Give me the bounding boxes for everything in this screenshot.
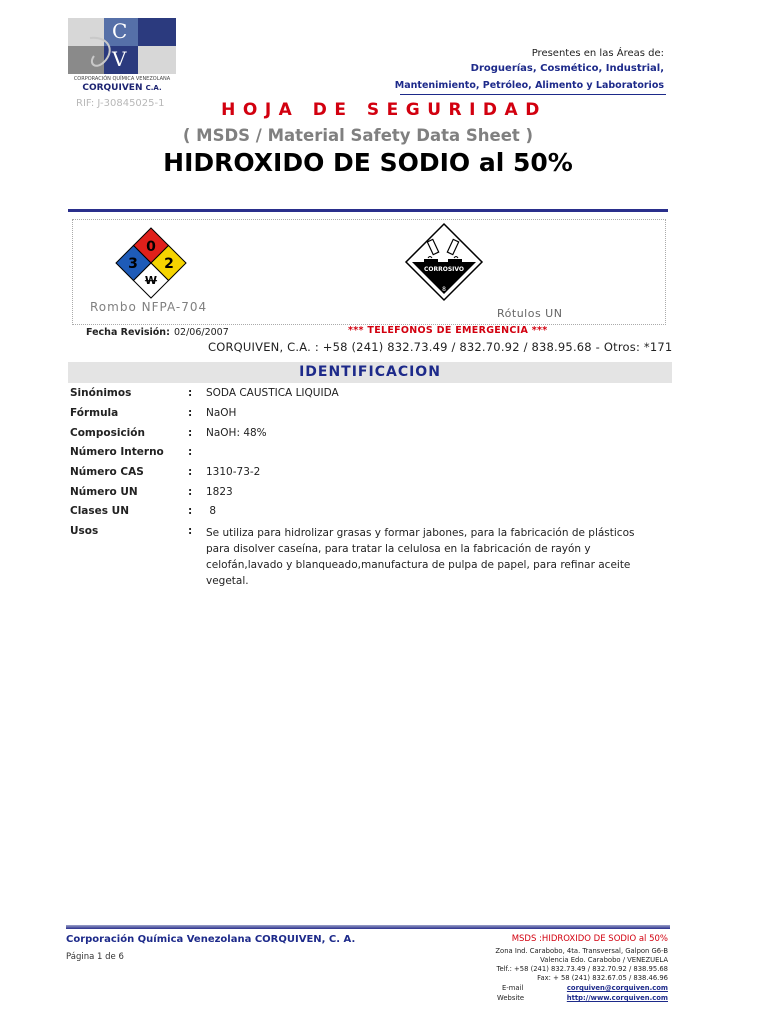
row-label-numero-un: Número UN bbox=[70, 486, 138, 498]
row-colon: : bbox=[188, 407, 193, 419]
corrosive-class: 8 bbox=[442, 286, 446, 293]
emergency-title: *** TELEFONOS DE EMERGENCIA *** bbox=[348, 325, 548, 336]
nfpa-health: 3 bbox=[128, 256, 138, 272]
product-title: HIDROXIDO DE SODIO al 50% bbox=[163, 148, 573, 177]
corrosive-text: CORROSIVO bbox=[423, 266, 465, 273]
footer-website-link[interactable]: http://www.corquiven.com bbox=[566, 994, 668, 1002]
row-label-clases-un: Clases UN bbox=[70, 505, 129, 517]
rif-number: RIF: J-30845025-1 bbox=[76, 98, 165, 109]
footer-fax: Fax: + 58 (241) 832.67.05 / 838.46.96 bbox=[537, 974, 668, 982]
row-colon: : bbox=[188, 505, 193, 517]
nfpa-diamond-icon bbox=[114, 226, 188, 300]
corrosive-placard-icon bbox=[404, 222, 484, 302]
title-hoja-seguridad: HOJA DE SEGURIDAD bbox=[221, 100, 547, 120]
nfpa-reactivity: 2 bbox=[164, 256, 174, 272]
row-value-composicion: NaOH: 48% bbox=[206, 427, 267, 439]
revision-label: Fecha Revisión: bbox=[86, 327, 170, 338]
row-colon: : bbox=[188, 387, 193, 399]
row-label-numero-cas: Número CAS bbox=[70, 466, 144, 478]
logo-letter-v: V bbox=[112, 47, 127, 71]
identification-heading: IDENTIFICACION bbox=[299, 364, 441, 380]
row-label-numero-interno: Número Interno bbox=[70, 446, 164, 458]
footer-email-label: E-mail bbox=[502, 984, 524, 992]
areas-line-1: Droguerías, Cosmético, Industrial, bbox=[470, 63, 664, 74]
row-value-numero-cas: 1310-73-2 bbox=[206, 466, 261, 478]
logo-name-text: CORQUIVEN bbox=[82, 83, 143, 93]
nfpa-special: W bbox=[144, 274, 158, 287]
footer-address-2: Valencia Edo. Carabobo / VENEZUELA bbox=[540, 956, 668, 964]
row-label-sinonimos: Sinónimos bbox=[70, 387, 132, 399]
footer-website-label: Website bbox=[497, 994, 525, 1002]
areas-intro: Presentes en las Áreas de: bbox=[531, 48, 664, 59]
row-value-formula: NaOH bbox=[206, 407, 237, 419]
logo-letter-c: C bbox=[112, 19, 128, 43]
emergency-phones: CORQUIVEN, C.A. : +58 (241) 832.73.49 / 832.70.92 / 838.95.68 - Otros: *171 bbox=[208, 340, 673, 354]
footer-divider bbox=[66, 925, 670, 929]
logo-company-name bbox=[66, 83, 178, 93]
row-value-sinonimos: SODA CAUSTICA LIQUIDA bbox=[206, 387, 339, 399]
row-colon: : bbox=[188, 466, 193, 478]
row-label-composicion: Composición bbox=[70, 427, 145, 439]
nfpa-label: Rombo NFPA-704 bbox=[90, 300, 208, 314]
logo-corp-line: CORPORACIÓN QUÍMICA VENEZOLANA bbox=[73, 76, 171, 82]
areas-line-2: Mantenimiento, Petróleo, Alimento y Laboratorios bbox=[394, 80, 664, 91]
nfpa-flammability: 0 bbox=[146, 239, 156, 255]
revision-date: 02/06/2007 bbox=[174, 327, 229, 338]
footer-company: Corporación Química Venezolana CORQUIVEN, C. A. bbox=[66, 934, 356, 945]
row-label-usos: Usos bbox=[70, 525, 99, 537]
row-value-numero-un: 1823 bbox=[206, 486, 233, 498]
footer-email-link[interactable]: corquiven@corquiven.com bbox=[566, 984, 668, 992]
logo-square-bottom-right bbox=[138, 46, 176, 74]
row-colon: : bbox=[188, 427, 193, 439]
row-label-formula: Fórmula bbox=[70, 407, 119, 419]
row-colon: : bbox=[188, 446, 193, 458]
page-number: Página 1 de 6 bbox=[66, 952, 124, 962]
title-msds: ( MSDS / Material Safety Data Sheet ) bbox=[182, 126, 534, 145]
footer-address-1: Zona Ind. Carabobo, 4ta. Transversal, Galpon G6-B bbox=[495, 947, 668, 955]
title-divider bbox=[68, 209, 668, 212]
row-value-usos: Se utiliza para hidrolizar grasas y formar jabones, para la fabricación de plásticos para disolver caseína, para tratar la celulosa en la fabricación de rayón y celofán,lavado y blanqueado,manufactura de pulpa de papel, para refinar aceite vegetal. bbox=[206, 527, 635, 587]
row-colon: : bbox=[188, 486, 193, 498]
un-label: Rótulos UN bbox=[497, 307, 563, 320]
row-colon: : bbox=[188, 525, 193, 537]
logo-suffix: C.A. bbox=[145, 84, 162, 92]
footer-msds-title: MSDS :HIDROXIDO DE SODIO al 50% bbox=[511, 934, 668, 944]
logo-swoosh-icon bbox=[82, 32, 122, 74]
logo-square-top-right bbox=[138, 18, 176, 46]
areas-underline bbox=[400, 94, 666, 95]
footer-tel: Telf.: +58 (241) 832.73.49 / 832.70.92 / 838.95.68 bbox=[496, 965, 668, 973]
row-value-clases-un: 8 bbox=[206, 505, 217, 517]
